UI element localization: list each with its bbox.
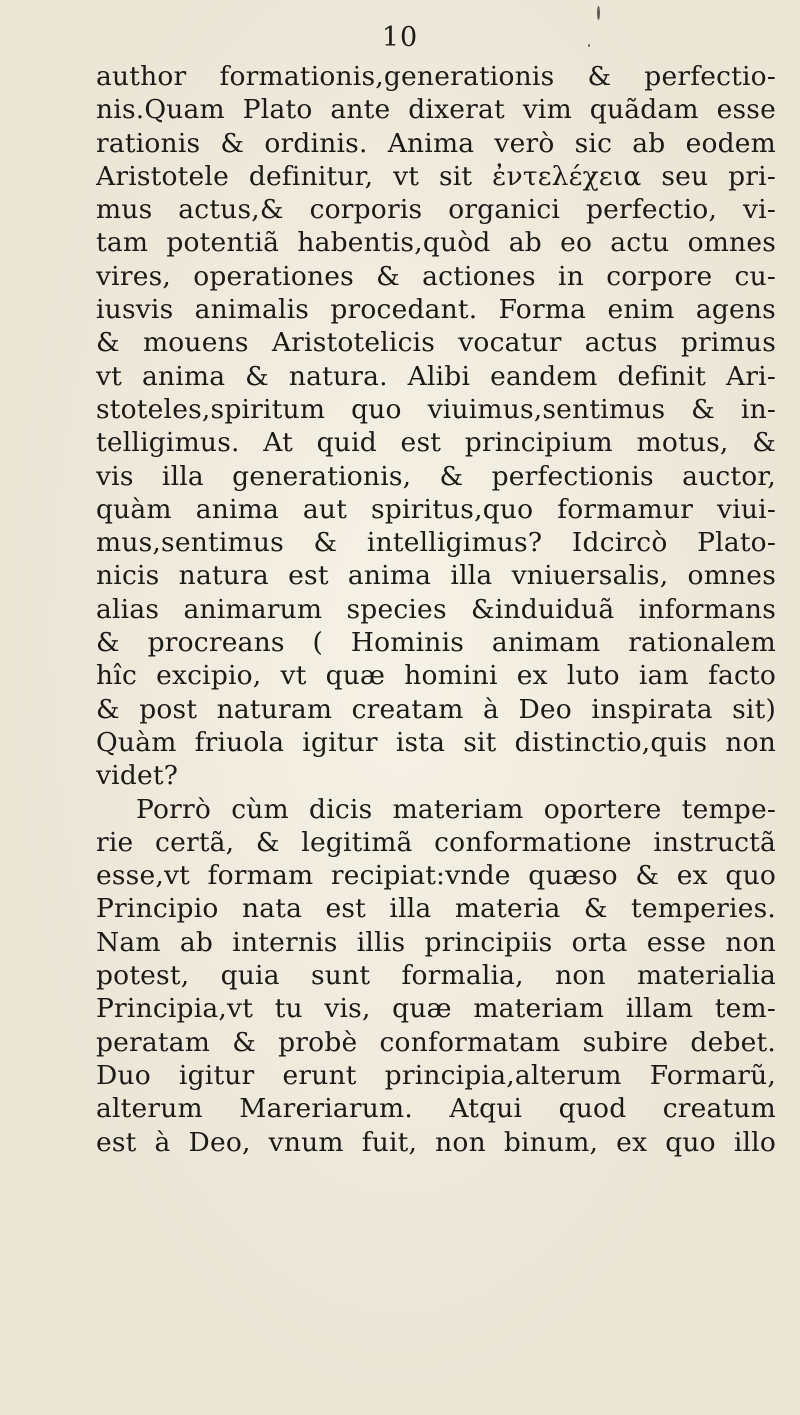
text-line: Principio nata est illa materia & temperies. — [96, 893, 776, 925]
text-line: potest, quia sunt formalia, non materialia — [96, 960, 776, 992]
text-line: iusvis animalis procedant. Forma enim agens — [96, 294, 776, 326]
text-line: est à Deo, vnum fuit, non binum, ex quo illo — [96, 1126, 776, 1158]
text-line: vis illa generationis, & perfectionis auctor, — [96, 460, 776, 492]
text-line: alterum Mareriarum. Atqui quod creatum — [96, 1093, 776, 1125]
text-line: nis.Quam Plato ante dixerat vim quãdam esse — [96, 94, 776, 126]
text-line: author formationis,generationis & perfectio- — [96, 61, 776, 92]
text-line: rationis & ordinis. Anima verò sic ab eodem — [96, 127, 776, 159]
text-line: vt anima & natura. Alibi eandem definit Ari- — [96, 360, 776, 392]
ink-speck — [597, 6, 600, 20]
text-line: quàm anima aut spiritus,quo formamur viui- — [96, 493, 776, 525]
text-line: esse,vt formam recipiat:vnde quæso & ex quo — [96, 860, 776, 892]
page-number: 10 — [381, 22, 419, 53]
text-line: vires, operationes & actiones in corpore cu- — [96, 260, 776, 292]
text-line: alias animarum species &induiduã informans — [96, 593, 776, 625]
paragraph-end-line: videt? — [96, 760, 179, 792]
text-line: Quàm friuola igitur ista sit distinctio,quis non — [96, 726, 776, 758]
text-line: rie certã, & legitimã conformatione instructã — [96, 826, 776, 858]
text-line: Aristotele definitur, vt sit ἐντελέχεια seu pri- — [96, 160, 776, 192]
text-line: nicis natura est anima illa vniuersalis, omnes — [96, 560, 776, 592]
text-line: telligimus. At quid est principium motus, & — [96, 427, 776, 459]
text-line: Duo igitur erunt principia,alterum Formarũ, — [96, 1059, 776, 1091]
text-line: mus,sentimus & intelligimus? Idcircò Plato- — [96, 527, 776, 559]
text-line: Principia,vt tu vis, quæ materiam illam tem- — [96, 993, 776, 1025]
text-line: Nam ab internis illis principiis orta esse non — [96, 926, 776, 958]
text-line: & mouens Aristotelicis vocatur actus primus — [96, 327, 776, 359]
text-line: & procreans ( Hominis animam rationalem — [96, 627, 776, 659]
ink-speck — [588, 44, 590, 47]
text-line: mus actus,& corporis organici perfectio, vi- — [96, 194, 776, 226]
body-text — [96, 60, 776, 1159]
text-line: hîc excipio, vt quæ homini ex luto iam facto — [96, 660, 776, 692]
paragraph-start-line: Porrò cùm dicis materiam oportere tempe- — [136, 793, 776, 825]
text-line: tam potentiã habentis,quòd ab eo actu omnes — [96, 227, 776, 259]
text-line: peratam & probè conformatam subire debet. — [96, 1026, 776, 1058]
text-line: stoteles,spiritum quo viuimus,sentimus & in- — [96, 393, 776, 425]
text-line: & post naturam creatam à Deo inspirata sit) — [96, 693, 776, 725]
